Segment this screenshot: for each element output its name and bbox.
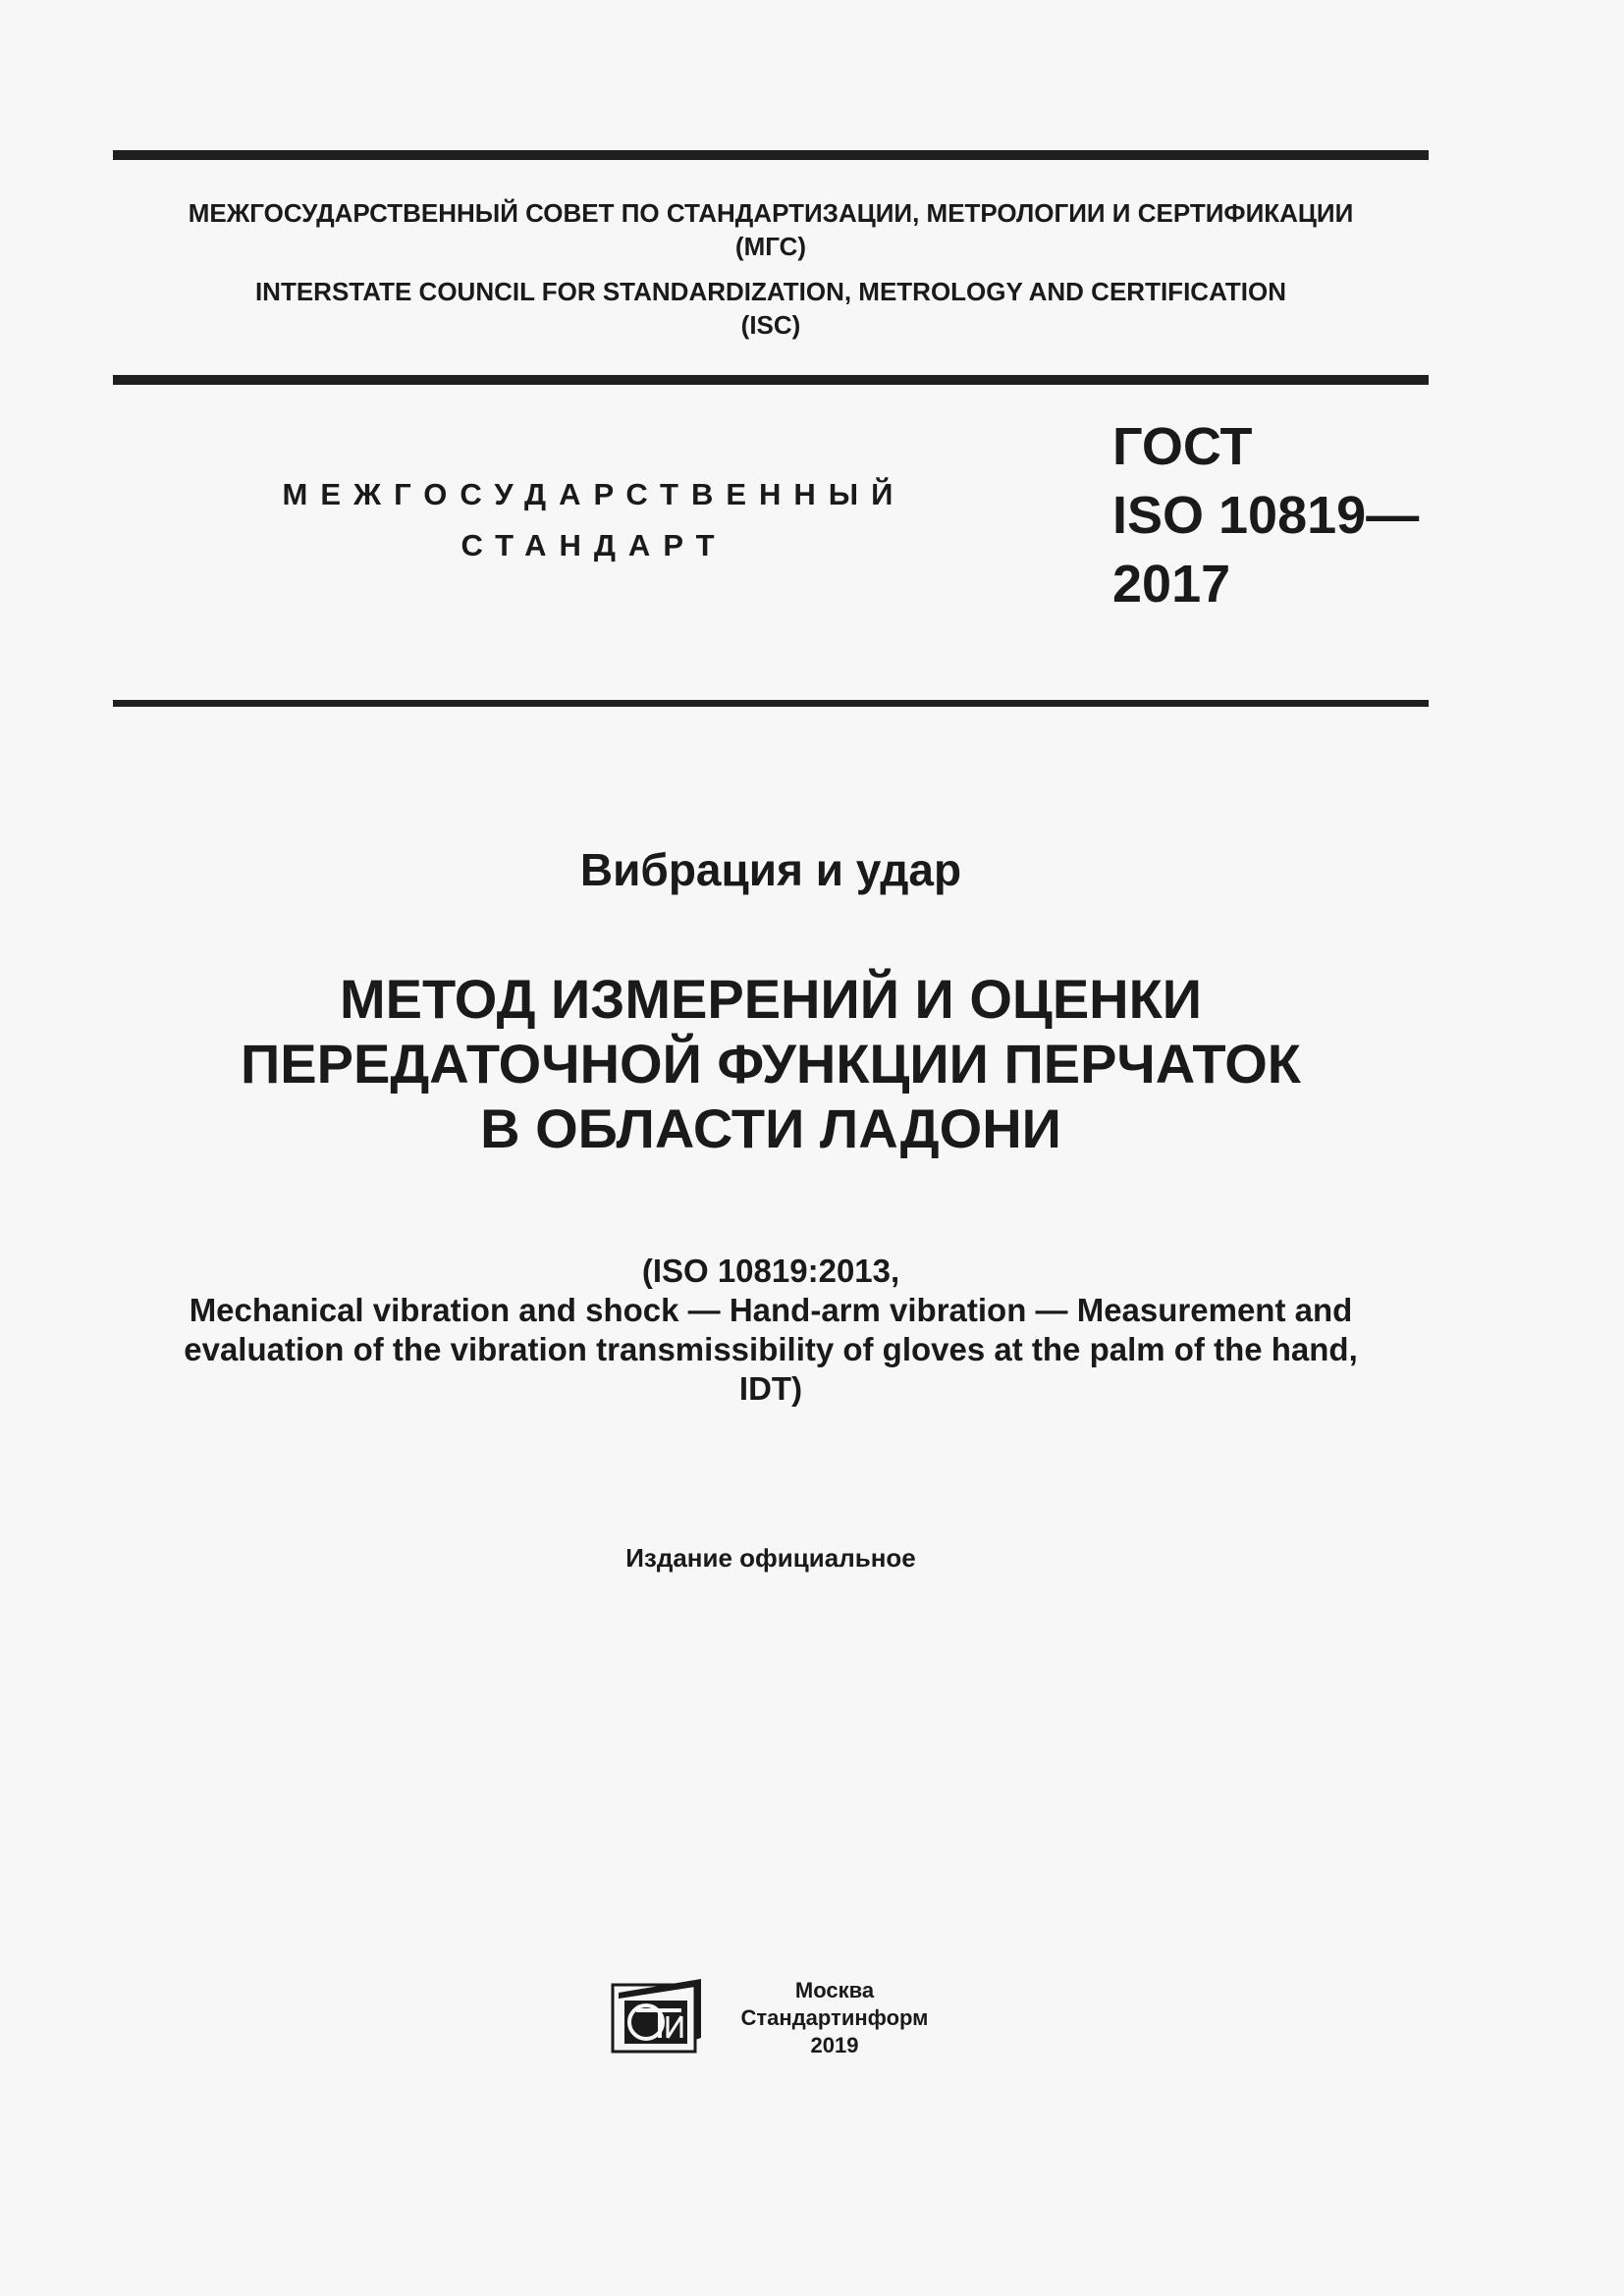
standartinform-logo-icon	[611, 1977, 705, 2056]
council-name-en-line: INTERSTATE COUNCIL FOR STANDARDIZATION, METROLOGY AND CERTIFICATION	[254, 277, 1287, 306]
designation-divider-rule	[113, 700, 1429, 707]
gost-year: 2017	[1112, 555, 1231, 614]
standard-type-line1: МЕЖГОСУДАРСТВЕННЫЙ	[282, 477, 906, 511]
council-name-ru-line: МЕЖГОСУДАРСТВЕННЫЙ СОВЕТ ПО СТАНДАРТИЗАЦИИ, МЕТРОЛОГИИ И СЕРТИФИКАЦИИ	[188, 198, 1354, 228]
council-abbrev-en: (ISC)	[740, 310, 801, 340]
standard-type-line2: СТАНДАРТ	[460, 528, 728, 562]
publisher-city: Москва	[794, 1978, 875, 2002]
subject-heading: Вибрация и удар	[579, 844, 962, 895]
gost-number: ISO 10819—	[1112, 486, 1420, 545]
publisher-name: Стандартинформ	[740, 2005, 929, 2030]
publication-year: 2019	[810, 2033, 859, 2057]
iso-reference-line4: IDT)	[738, 1370, 803, 1407]
header-divider-rule	[113, 375, 1429, 385]
standard-type	[275, 469, 913, 571]
council-name-ru	[113, 196, 1429, 263]
edition-note: Издание официальное	[625, 1543, 916, 1573]
council-abbrev-ru: (МГС)	[734, 232, 807, 261]
document-title	[113, 967, 1429, 1161]
publisher-info	[717, 1977, 952, 2059]
top-rule	[113, 150, 1429, 160]
document-title-line1: МЕТОД ИЗМЕРЕНИЙ И ОЦЕНКИ	[339, 968, 1203, 1030]
iso-reference-line1: (ISO 10819:2013,	[641, 1253, 900, 1289]
council-name-en	[113, 275, 1429, 342]
iso-reference-line3: evaluation of the vibration transmissibility of gloves at the palm of the hand,	[184, 1331, 1358, 1367]
gost-label: ГОСТ	[1112, 417, 1253, 476]
gost-designation	[1112, 412, 1419, 618]
iso-reference-line2: Mechanical vibration and shock — Hand-arm vibration — Measurement and	[189, 1292, 1353, 1328]
document-title-line2: ПЕРЕДАТОЧНОЙ ФУНКЦИИ ПЕРЧАТОК	[241, 1033, 1301, 1095]
iso-reference	[113, 1252, 1429, 1409]
document-title-line3: В ОБЛАСТИ ЛАДОНИ	[480, 1097, 1061, 1159]
